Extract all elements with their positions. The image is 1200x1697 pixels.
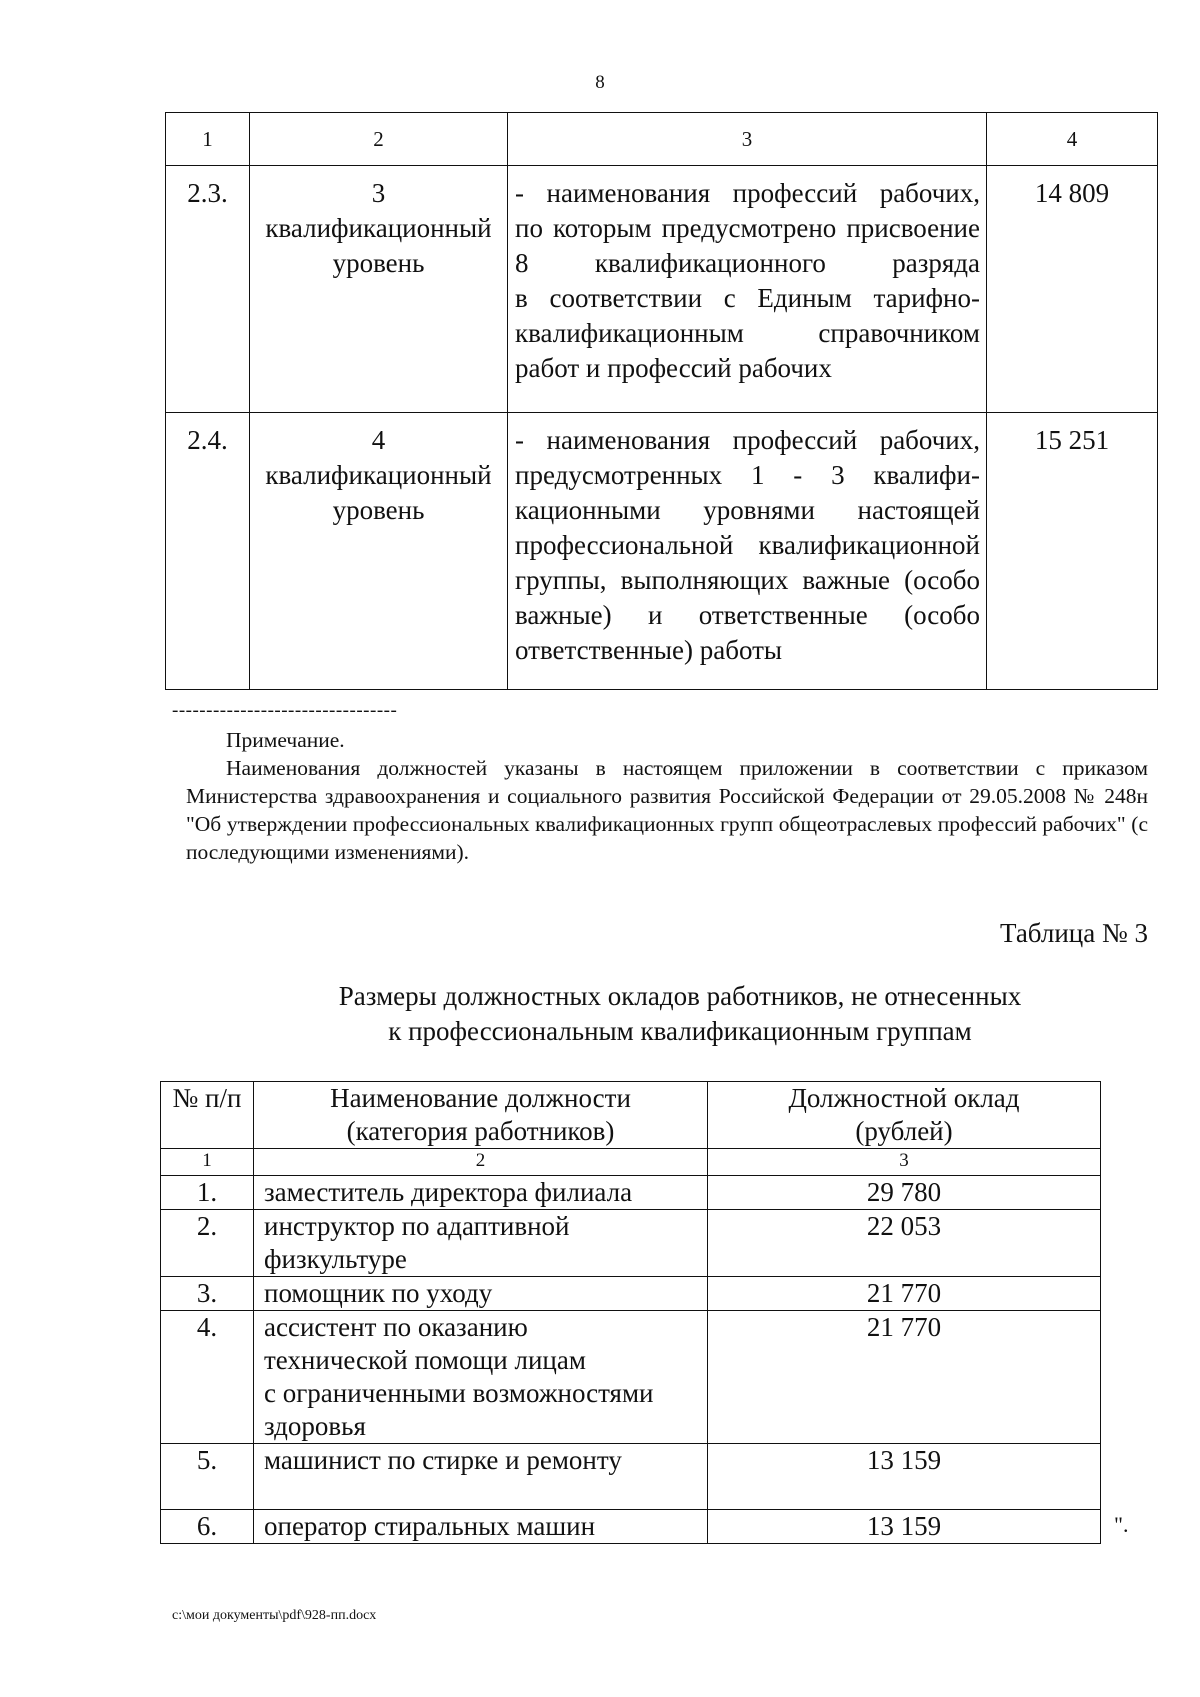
- description-line: профессиональной квалификационной: [515, 530, 980, 560]
- description-line: важные) и ответственные (особо: [515, 600, 980, 630]
- qualification-level-line: уровень: [332, 495, 425, 525]
- table1-row: [166, 413, 1158, 690]
- footnote-separator: ---------------------------------: [172, 700, 398, 721]
- salary-value: 13 159: [708, 1444, 1101, 1510]
- position-name-line: помощник по уходу: [264, 1278, 493, 1308]
- salary-table: [160, 1081, 1101, 1544]
- qualification-level-line: уровень: [332, 248, 425, 278]
- qualification-level-line: квалификационный: [265, 213, 492, 243]
- position-name-line: технической помощи лицам: [264, 1345, 586, 1375]
- index-cell: 2: [254, 1149, 708, 1176]
- row-number: 2.: [161, 1210, 254, 1277]
- qualification-level: [250, 413, 508, 690]
- table-title-line: к профессиональным квалификационным группам: [388, 1016, 972, 1046]
- position-name: [254, 1311, 708, 1444]
- salary-value: 14 809: [987, 166, 1158, 413]
- salary-value: 15 251: [987, 413, 1158, 690]
- description-line: ответственные) работы: [515, 635, 783, 665]
- position-name-line: здоровья: [264, 1411, 366, 1441]
- description-line: квалификационным справочником: [515, 318, 980, 348]
- position-name: [254, 1176, 708, 1210]
- page-number: 8: [595, 72, 605, 93]
- note-text: Наименования должностей указаны в настоящем приложении в соответствии с приказом Министерства здравоохранения и социального развития Российской Федерации от 29.05.2008 № 248н "Об утверждении профессиональных квалификационных групп общеотраслевых профессий рабочих" (с последующими изменениями).: [186, 756, 1148, 864]
- salary-value: 21 770: [708, 1277, 1101, 1311]
- table1-row: [166, 166, 1158, 413]
- index-cell: 3: [708, 1149, 1101, 1176]
- position-name: [254, 1444, 708, 1510]
- table1-header-cell: 1: [166, 113, 250, 166]
- table1-header-cell: 3: [508, 113, 987, 166]
- header-salary-line: (рублей): [855, 1116, 953, 1146]
- description-line: кационными уровнями настоящей: [515, 495, 980, 525]
- header-position: [254, 1082, 708, 1149]
- table1-header-cell: 2: [250, 113, 508, 166]
- position-name: [254, 1510, 708, 1544]
- table1-header-row: [166, 113, 1158, 166]
- description-line: в соответствии с Единым тарифно-: [515, 283, 980, 313]
- table-row: [161, 1210, 1101, 1277]
- closing-quote: ".: [1114, 1512, 1129, 1537]
- description-line: по которым предусмотрено присвоение: [515, 213, 980, 243]
- description-line: 8 квалификационного разряда: [515, 248, 980, 278]
- salary-value: 22 053: [708, 1210, 1101, 1277]
- position-name: [254, 1277, 708, 1311]
- header-position-line: Наименование должности: [330, 1083, 631, 1113]
- salary-value: 29 780: [708, 1176, 1101, 1210]
- qualification-level-line: квалификационный: [265, 460, 492, 490]
- table1-header-cell: 4: [987, 113, 1158, 166]
- description-line: группы, выполняющих важные (особо: [515, 565, 980, 595]
- description-line: - наименования профессий рабочих,: [515, 178, 980, 208]
- table-title-line: Размеры должностных окладов работников, не отнесенных: [338, 981, 1022, 1011]
- profession-description: [508, 413, 987, 690]
- row-number: 5.: [161, 1444, 254, 1510]
- description-line: - наименования профессий рабочих,: [515, 425, 980, 455]
- position-name-line: оператор стиральных машин: [264, 1511, 596, 1541]
- position-name-line: машинист по стирке и ремонту: [264, 1445, 622, 1475]
- header-salary: [708, 1082, 1101, 1149]
- position-name-line: ассистент по оказанию: [264, 1312, 528, 1342]
- description-line: предусмотренных 1 - 3 квалифи-: [515, 460, 980, 490]
- table-row: [161, 1277, 1101, 1311]
- table-row: [161, 1510, 1101, 1544]
- position-name: [254, 1210, 708, 1277]
- index-cell: 1: [161, 1149, 254, 1176]
- row-number: 1.: [161, 1176, 254, 1210]
- header-num: № п/п: [161, 1082, 254, 1149]
- qualification-levels-table: [165, 112, 1158, 690]
- salary-table-header-row: [161, 1082, 1101, 1149]
- description-line: работ и профессий рабочих: [515, 353, 832, 383]
- row-number: 3.: [161, 1277, 254, 1311]
- profession-description: [508, 166, 987, 413]
- position-name-line: заместитель директора филиала: [264, 1177, 633, 1207]
- table-row: [161, 1176, 1101, 1210]
- position-name-line: физкультуре: [264, 1244, 407, 1274]
- qualification-level-line: 3: [371, 178, 386, 208]
- table-row: [161, 1444, 1101, 1510]
- salary-value: 13 159: [708, 1510, 1101, 1544]
- row-number: 2.3.: [166, 166, 250, 413]
- table-number-label: Таблица № 3: [1000, 918, 1148, 948]
- note-block: [186, 726, 1148, 866]
- note-label: Примечание.: [226, 728, 345, 752]
- footer-file-path: c:\мои документы\pdf\928-пп.docx: [172, 1608, 377, 1623]
- salary-value: 21 770: [708, 1311, 1101, 1444]
- row-number: 2.4.: [166, 413, 250, 690]
- header-position-line: (категория работников): [346, 1116, 615, 1146]
- table-row: [161, 1311, 1101, 1444]
- row-number: 4.: [161, 1311, 254, 1444]
- position-name-line: инструктор по адаптивной: [264, 1211, 570, 1241]
- salary-table-index-row: [161, 1149, 1101, 1176]
- position-name-line: с ограниченными возможностями: [264, 1378, 654, 1408]
- header-salary-line: Должностной оклад: [788, 1083, 1020, 1113]
- qualification-level-line: 4: [371, 425, 386, 455]
- row-number: 6.: [161, 1510, 254, 1544]
- qualification-level: [250, 166, 508, 413]
- table-title: [0, 979, 1200, 1049]
